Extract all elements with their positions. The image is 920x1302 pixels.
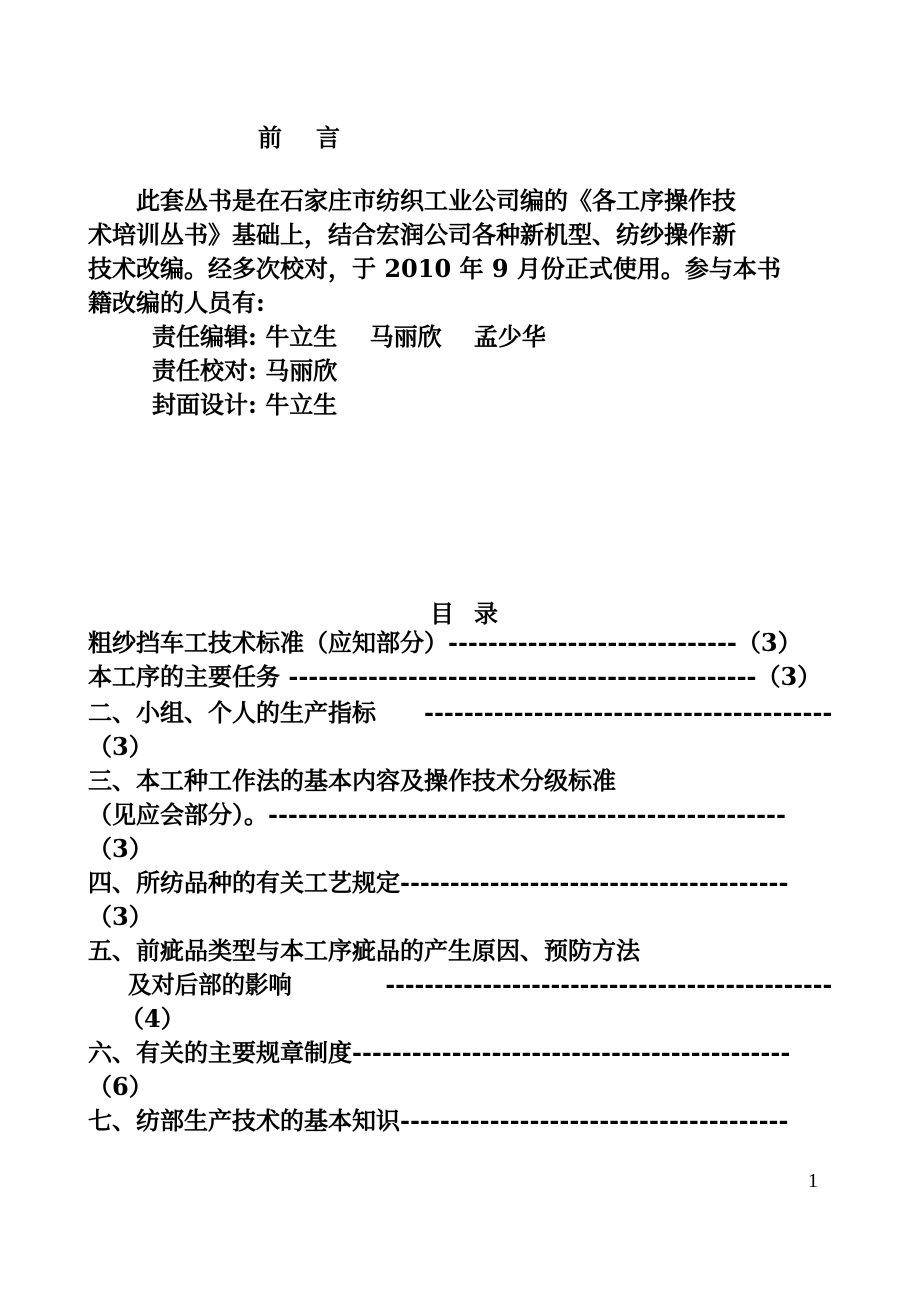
toc-title-char-2: 录 (474, 599, 498, 628)
credit-editor: 责任编辑: 牛立生 马丽欣 孟少华 (152, 322, 546, 351)
preface-line: 此套丛书是在石家庄市纺织工业公司编的《各工序操作技 (88, 186, 736, 215)
toc-entry[interactable]: 五、前疵品类型与本工序疵品的产生原因、预防方法 (88, 936, 640, 965)
preface-paragraph (88, 184, 818, 320)
toc-entry-page[interactable]: （4） (120, 1004, 185, 1033)
credit-proofreader: 责任校对: 马丽欣 (152, 356, 338, 385)
toc-entry[interactable]: 本工序的主要任务 -----------------------------------------------（3） (88, 662, 822, 691)
preface-title-char-2: 言 (316, 123, 340, 152)
toc-entry[interactable]: 七、纺部生产技术的基本知识--------------------------------------- (88, 1106, 789, 1135)
toc-entry[interactable]: 四、所纺品种的有关工艺规定--------------------------------------- (88, 868, 789, 897)
credit-cover-design: 封面设计: 牛立生 (152, 390, 338, 419)
toc-entry[interactable]: （见应会部分）。---------------------------------------------------- (88, 800, 786, 829)
toc-entry[interactable]: 及对后部的影响 ---------------------------------------------- (128, 970, 833, 999)
toc-entry[interactable]: 三、本工种工作法的基本内容及操作技术分级标准 (88, 766, 616, 795)
toc-title-char-1: 目 (430, 599, 454, 628)
toc-entry-page[interactable]: （3） (88, 902, 153, 931)
preface-title-char-1: 前 (258, 123, 282, 152)
page-number: 1 (808, 1170, 818, 1192)
toc-entry-page[interactable]: （6） (88, 1072, 153, 1101)
toc-entry[interactable]: 六、有关的主要规章制度-------------------------------------------- (88, 1038, 791, 1067)
preface-title (258, 118, 340, 153)
toc-entry-page[interactable]: （3） (88, 834, 153, 863)
preface-line: 术培训丛书》基础上，结合宏润公司各种新机型、纺纱操作新 (88, 220, 736, 249)
preface-line: 技术改编。经多次校对，于 2010 年 9 月份正式使用。参与本书 (88, 254, 781, 283)
toc-entry[interactable]: 二、小组、个人的生产指标 ----------------------------------------- (88, 698, 833, 727)
toc-title (430, 594, 498, 629)
toc-entry[interactable]: 粗纱挡车工技术标准（应知部分）-----------------------------（3） (88, 628, 802, 657)
toc-entry-page[interactable]: （3） (88, 732, 153, 761)
preface-line: 籍改编的人员有: (88, 288, 265, 317)
